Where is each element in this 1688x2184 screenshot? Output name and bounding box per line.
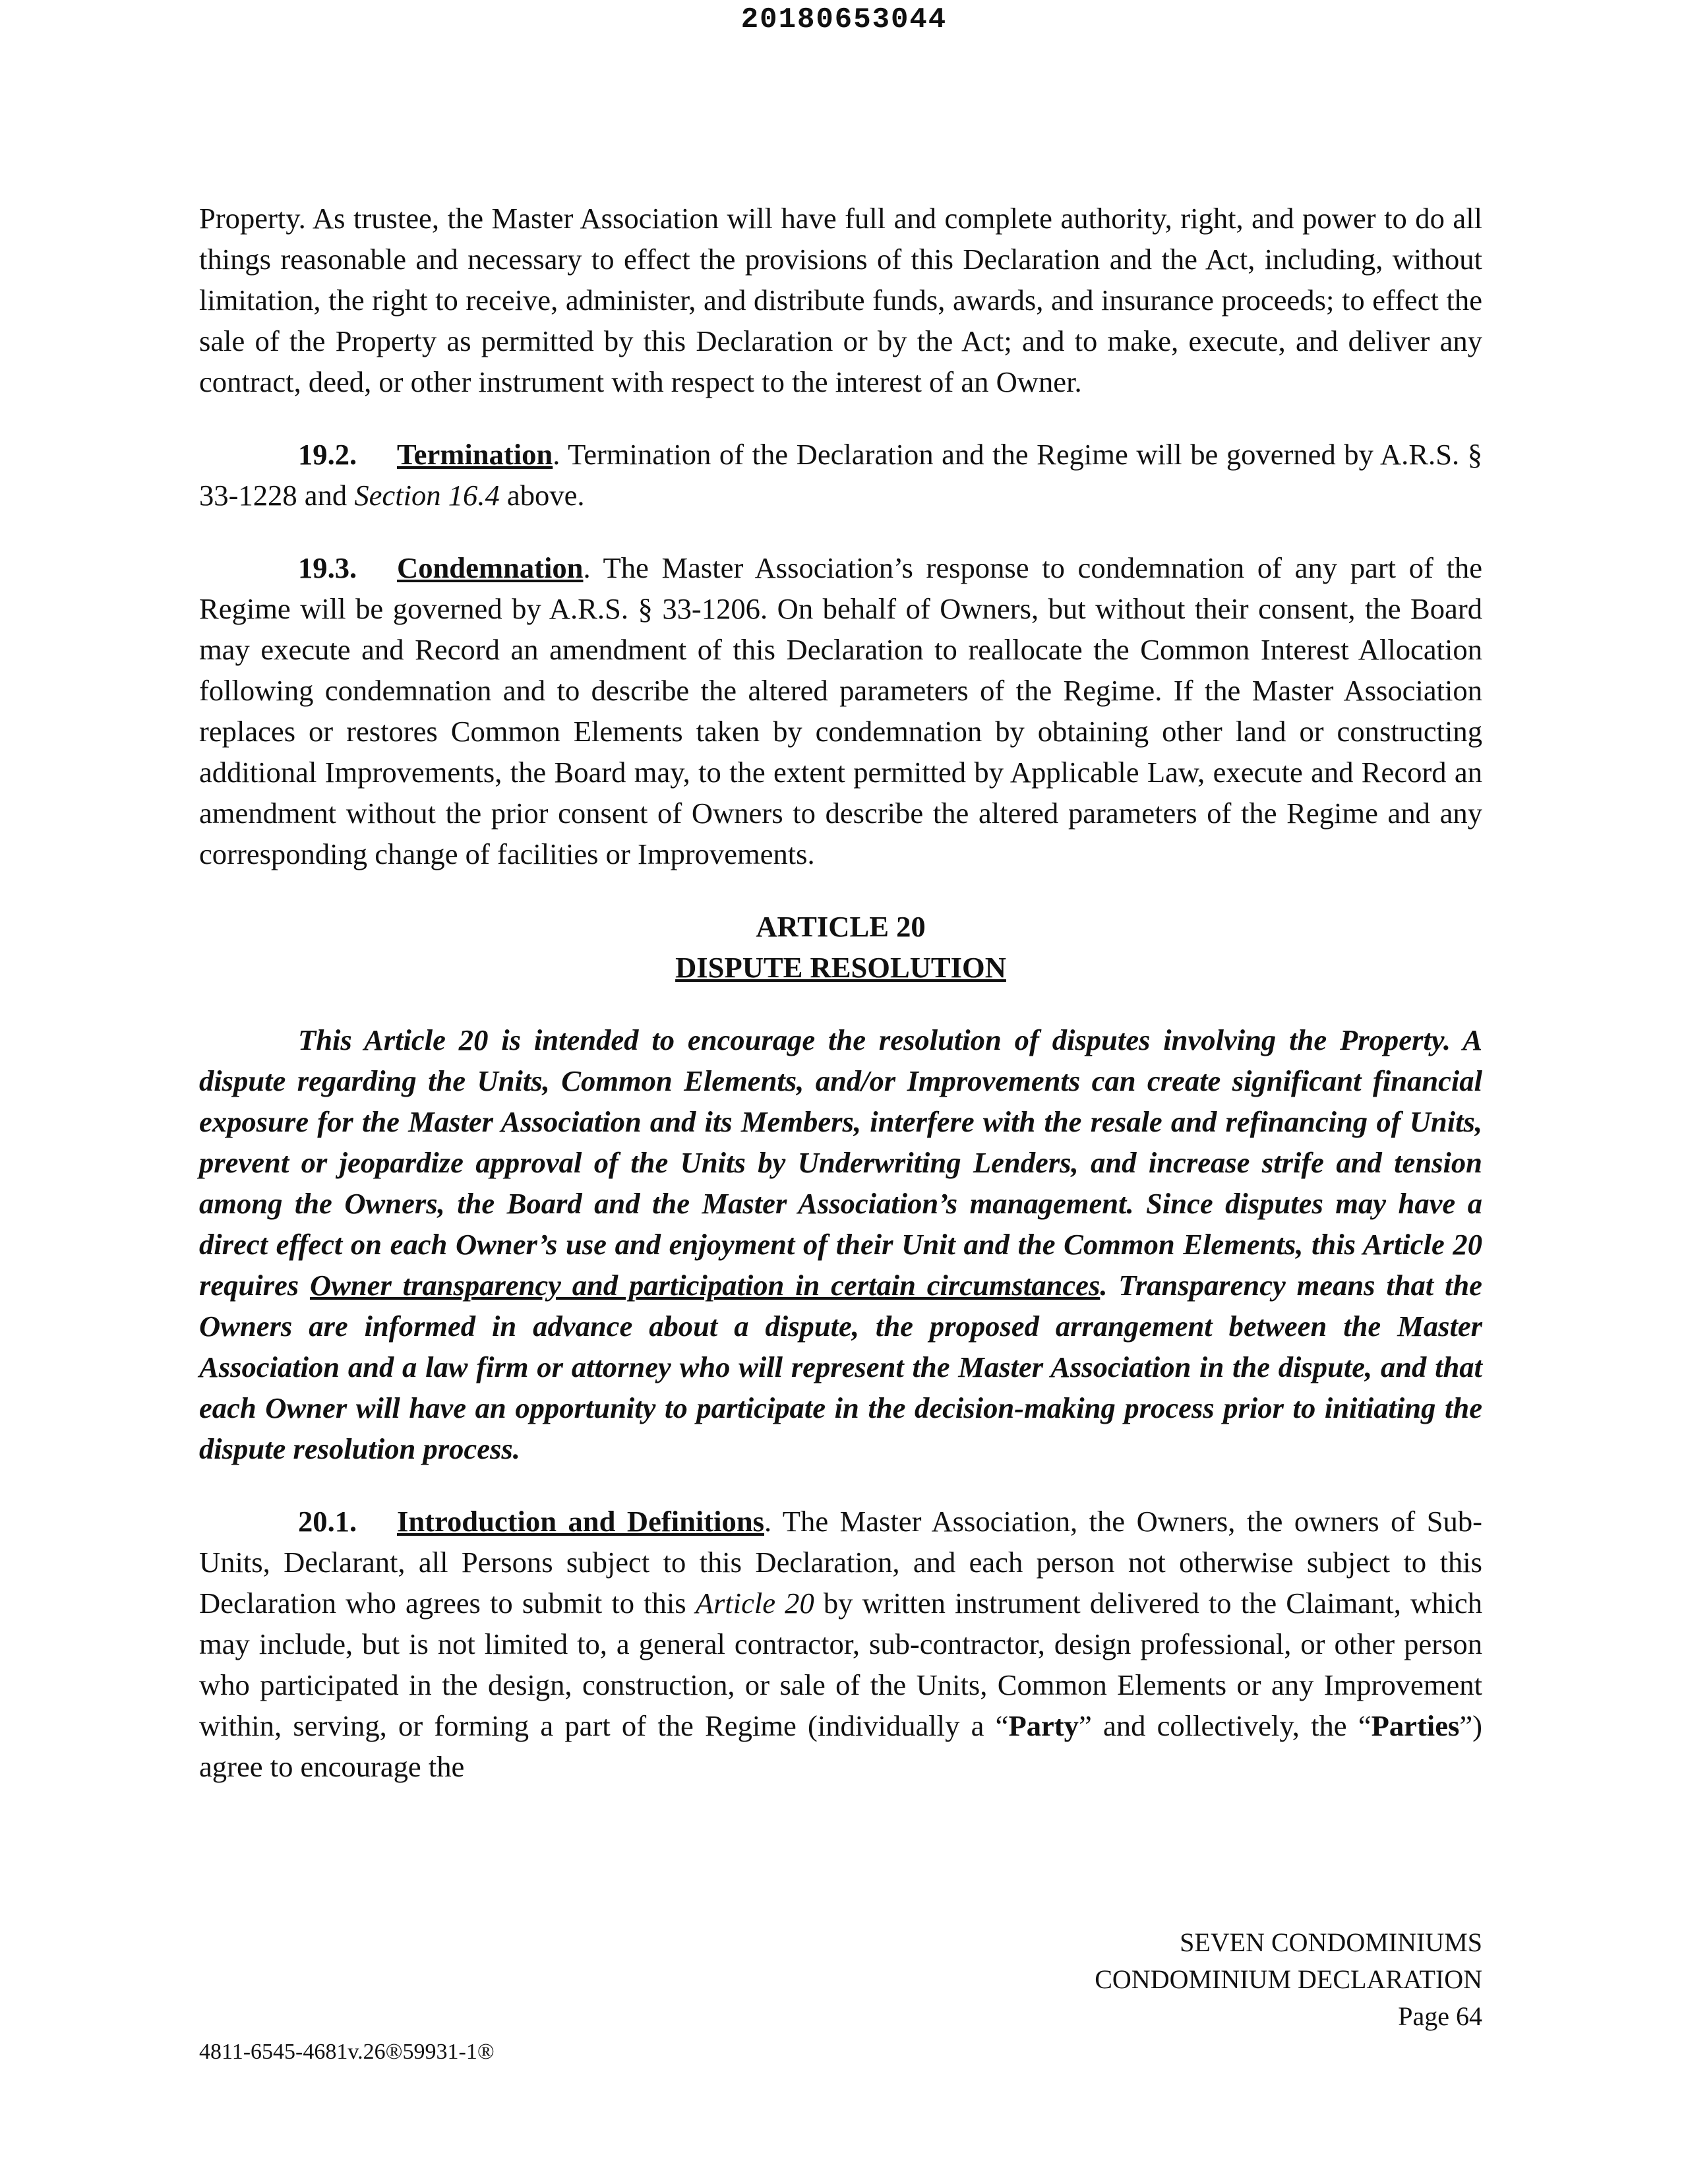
section-text: above. — [499, 479, 585, 512]
section-20-1 — [199, 1501, 1482, 1787]
footer-project-name: SEVEN CONDOMINIUMS — [1180, 1927, 1482, 1957]
section-reference: Article 20 — [695, 1587, 814, 1620]
document-body — [199, 198, 1482, 1819]
article-title: DISPUTE RESOLUTION — [675, 951, 1006, 984]
document-id: 4811-6545-4681v.26®59931-1® — [199, 2040, 495, 2064]
article-heading — [199, 906, 1482, 988]
recording-number: 20180653044 — [740, 3, 948, 36]
page-footer — [1095, 1924, 1482, 2035]
section-text: . The Master Association, the Owners, the owners of Sub-Units, Declarant, all Persons subject to this Declaration, and each person not otherwise subject to this Declaration who agrees to submit to this — [199, 1505, 1482, 1620]
defined-term-parties: Parties — [1371, 1709, 1460, 1742]
section-text: . The Master Association’s response to condemnation of any part of the Regime will be governed by A.R.S. § 33-1206. On behalf of Owners, but without their consent, the Board may execute and Record an amendment of this Declaration to reallocate the Common Interest Allocation following condemnation and to describe the altered parameters of the Regime. If the Master Association replaces or restores Common Elements taken by condemnation by obtaining other land or constructing additional Improvements, the Board may, to the extent permitted by Applicable Law, execute and Record an amendment without the prior consent of Owners to describe the altered parameters of the Regime and any corresponding change of facilities or Improvements. — [199, 551, 1482, 870]
section-text: . Termination of the Declaration and the Regime will be governed by A.R.S. § 33-1228 and — [199, 438, 1482, 512]
intro-underlined-text: Owner transparency and participation in certain circumstances — [309, 1269, 1100, 1302]
section-title: Introduction and Definitions — [397, 1505, 764, 1538]
article-number: ARTICLE 20 — [756, 910, 926, 943]
section-number: 20.1. — [298, 1505, 357, 1538]
section-title: Condemnation — [397, 551, 584, 584]
defined-term-party: Party — [1008, 1709, 1079, 1742]
intro-text: . Transparency means that the Owners are informed in advance about a dispute, the proposed arrangement between the Master Association and a law firm or attorney who will represent the Master Association in the dispute, and that each Owner will have an opportunity to participate in the decision-making process prior to initiating the dispute resolution process. — [199, 1269, 1482, 1465]
footer-document-name: CONDOMINIUM DECLARATION — [1095, 1964, 1482, 1994]
section-19-2 — [199, 434, 1482, 516]
article-intro — [199, 1019, 1482, 1469]
section-reference: Section 16.4 — [354, 479, 500, 512]
section-title: Termination — [397, 438, 553, 471]
paragraph-property-trustee: Property. As trustee, the Master Association will have full and complete authority, right, and power to do all things reasonable and necessary to effect the provisions of this Declaration and the Act, including, without limitation, the right to receive, administer, and distribute funds, awards, and insurance proceeds; to effect the sale of the Property as permitted by this Declaration or by the Act; and to make, execute, and deliver any contract, deed, or other instrument with respect to the interest of an Owner. — [199, 202, 1482, 398]
section-text: ”) agree to encourage the — [199, 1709, 1482, 1783]
section-19-3 — [199, 547, 1482, 874]
section-number: 19.3. — [298, 551, 357, 584]
page-number: Page 64 — [1398, 2001, 1482, 2031]
section-text: ” and collectively, the “ — [1078, 1709, 1372, 1742]
section-number: 19.2. — [298, 438, 357, 471]
section-text: by written instrument delivered to the Claimant, which may include, but is not limited to, a general contractor, sub-contractor, design professional, or other person who participated in the design, construction, or sale of the Units, Common Elements or any Improvement within, serving, or forming a part of the Regime (individually a “ — [199, 1587, 1483, 1742]
intro-text: This Article 20 is intended to encourage the resolution of disputes involving the Property. A dispute regarding the Units, Common Elements, and/or Improvements can create significant financial exposure for the Master Association and its Members, interfere with the resale and refinancing of Units, prevent or jeopardize approval of the Units by Underwriting Lenders, and increase strife and tension among the Owners, the Board and the Master Association’s management. Since disputes may have a direct effect on each Owner’s use and enjoyment of their Unit and the Common Elements, this Article 20 requires — [199, 1023, 1482, 1302]
